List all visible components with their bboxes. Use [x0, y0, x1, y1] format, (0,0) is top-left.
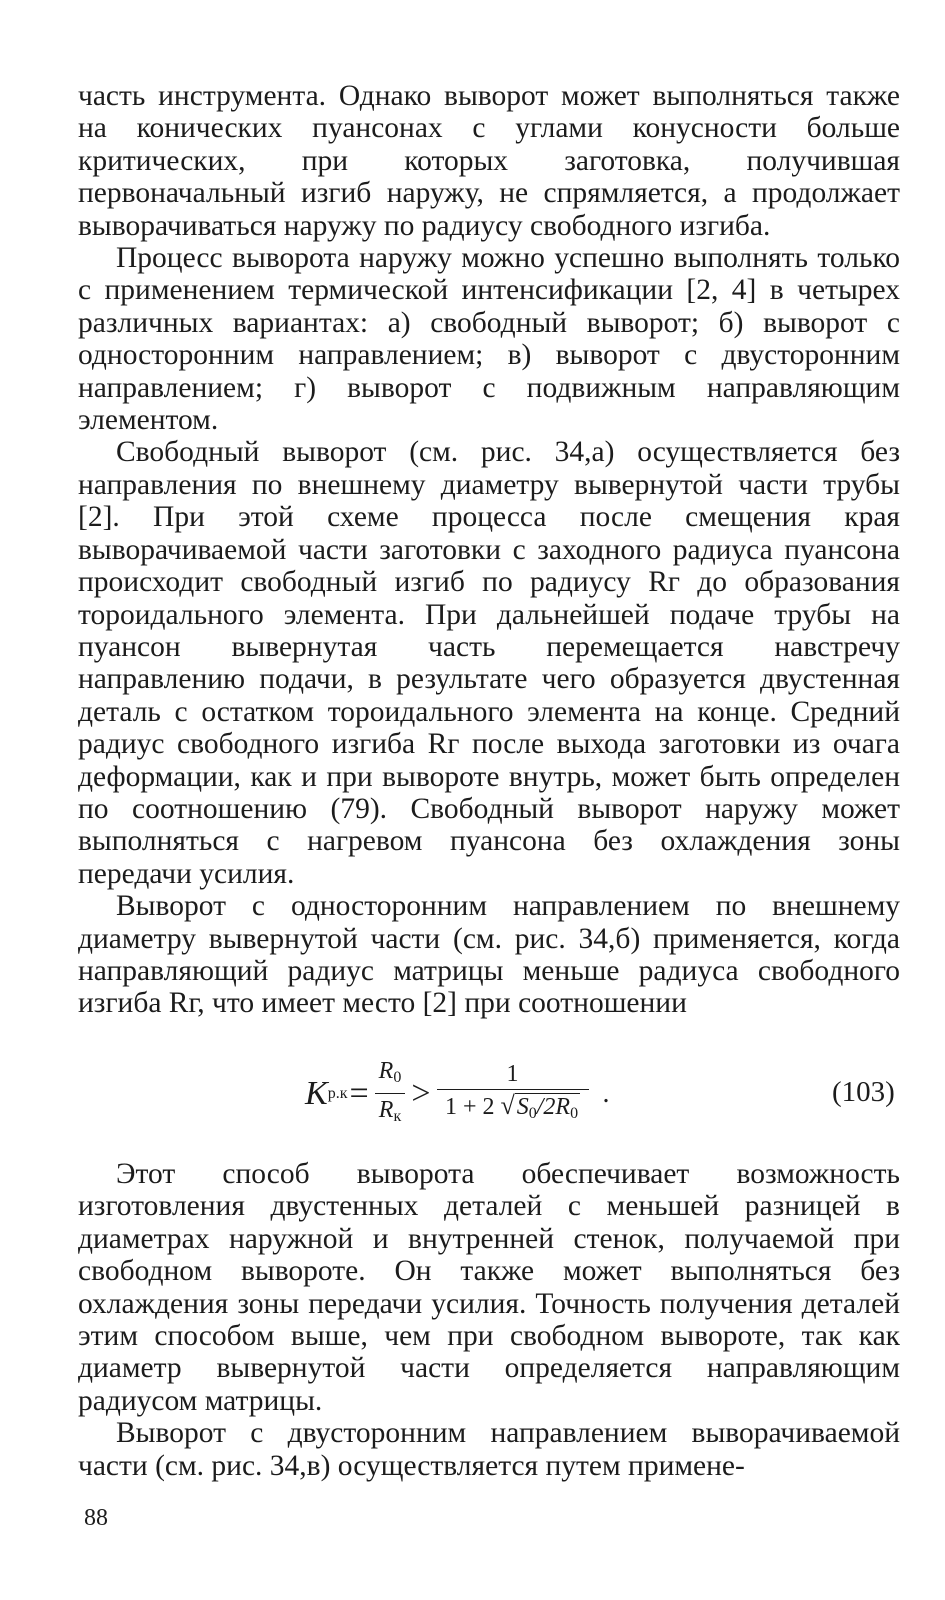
- frac1-denominator: R: [378, 1097, 394, 1123]
- sqrt-symbol: √: [500, 1091, 515, 1120]
- paragraph-one-sided: Выворот с односторонним направлением по внешнему диаметру вывернутой части (см. рис. 34,б) применяется, когда направляющий радиус матрицы меньше радиуса свободного изгиба Rг, что имеет место [2] при соотношении: [78, 890, 900, 1020]
- frac1-numerator-sub: 0: [393, 1069, 402, 1086]
- sqrt-argument: $S_0/2R_0$: [516, 1094, 579, 1122]
- page-number: 88: [84, 1505, 108, 1531]
- equation-number: (103): [832, 1076, 895, 1108]
- formula-equals: =: [349, 1075, 369, 1112]
- text-block-bottom: [78, 1158, 900, 1482]
- formula-lhs-symbol: K: [305, 1075, 328, 1112]
- formula-expression: [305, 1060, 610, 1128]
- frac2-numerator: 1: [437, 1060, 589, 1090]
- formula-103: [0, 1060, 945, 1130]
- paragraph-continuation: часть инструмента. Однако выворот может выполняться также на конических пуансонах с углами конусности больше критических, при которых заготовка, получившая первоначальный изгиб наружу, не спрямляется, а продолжает выворачиваться наружу по радиусу свободного изгиба.: [78, 80, 900, 242]
- frac2-denominator-prefix: 1 + 2: [444, 1094, 495, 1120]
- formula-trailing-dot: .: [602, 1078, 610, 1109]
- frac1-numerator: R: [378, 1058, 394, 1084]
- formula-relation: >: [411, 1075, 431, 1112]
- paragraph-free-eversion: Свободный выворот (см. рис. 34,а) осуществляется без направления по внешнему диаметру вывернутой части трубы [2]. При этой схеме процесса после смещения края выворачиваемой части заготовки с заходного радиуса пуансона происходит свободный изгиб по радиусу Rг до образования тороидального элемента. При дальнейшей подаче трубы на пуансон вывернутая часть перемещается навстречу направлению подачи, в результате чего образуется двустенная деталь с остатком тороидального элемента на конце. Средний радиус свободного изгиба Rг после выхода заготовки из очага деформации, как и при вывороте внутрь, может быть определен по соотношению (79). Свободный выворот наружу может выполняться с нагревом пуансона без охлаждения зоны передачи усилия.: [78, 436, 900, 890]
- formula-fraction-2: [437, 1060, 589, 1128]
- formula-lhs-subscript: р.к: [327, 1085, 348, 1102]
- paragraph-process-outward: Процесс выворота наружу можно успешно выполнять только с применением термической интенсификации [2, 4] в четырех различных вариантах: а) свободный выворот; б) выворот с односторонним направлением; в) выворот с двусторонним направлением; г) выворот с подвижным направляющим элементом.: [78, 242, 900, 437]
- formula-fraction-1: [375, 1057, 406, 1131]
- paragraph-two-sided: Выворот с двусторонним направлением выворачиваемой части (см. рис. 34,в) осуществляется путем примене-: [78, 1417, 900, 1482]
- frac1-denominator-sub: к: [393, 1108, 402, 1125]
- text-block-top: [78, 80, 900, 1020]
- paragraph-method-advantages: Этот способ выворота обеспечивает возможность изготовления двустенных деталей с меньшей разницей в диаметрах наружной и внутренней стенок, получаемой при свободном вывороте. Он также может выполняться без охлаждения зоны передачи усилия. Точность получения деталей этим способом выше, чем при свободном вывороте, так как диаметр вывернутой части определяется направляющим радиусом матрицы.: [78, 1158, 900, 1417]
